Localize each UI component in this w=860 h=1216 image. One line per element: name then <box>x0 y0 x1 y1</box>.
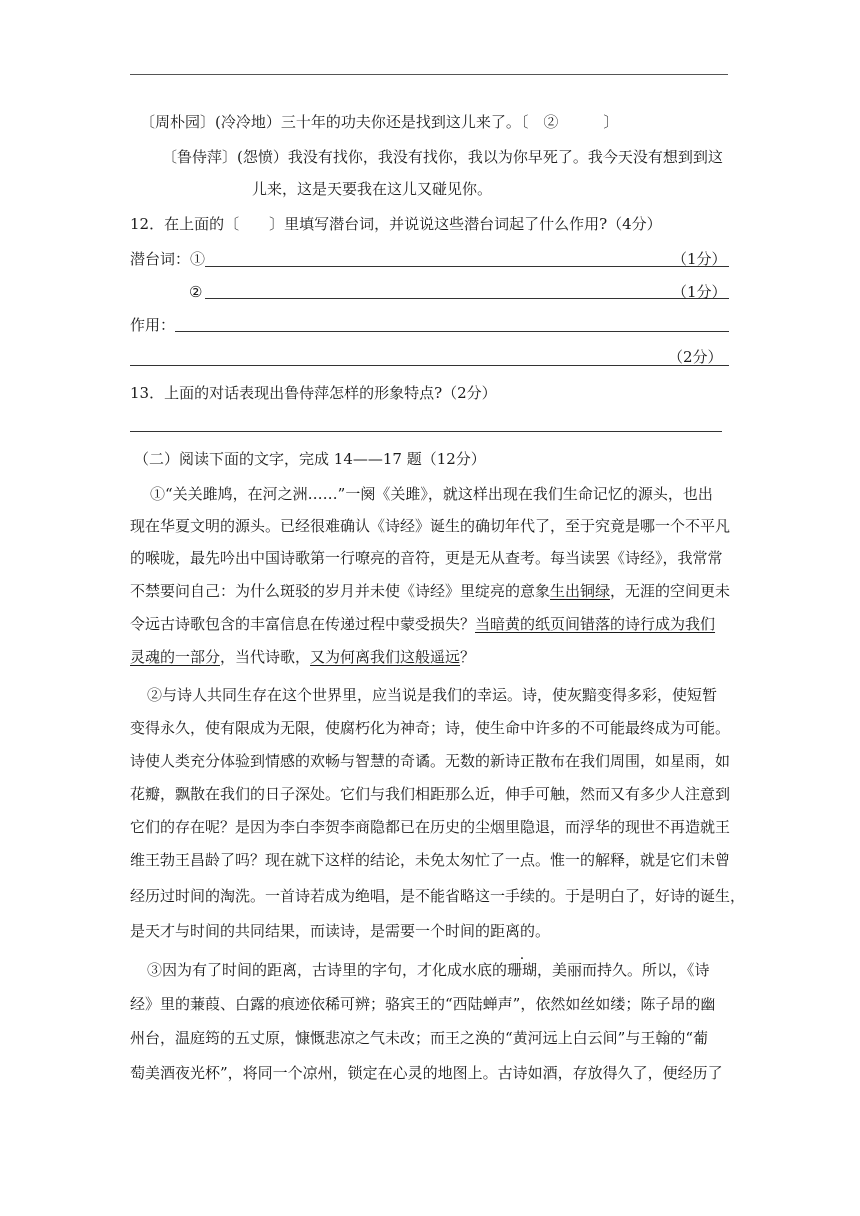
para1-line-1: ①“关关雎鸠，在河之洲……”一阕《关雎》，就这样出现在我们生命记忆的源头，也出 <box>150 485 713 503</box>
para2-line-6: 维王勃王昌龄了吗？现在就下这样的结论，未免太匆忙了一点。惟一的解释，就是它们未曾 <box>130 851 731 869</box>
underlined-sentence-part-2: 灵魂的一部分 <box>130 648 221 666</box>
underlined-phrase-bronze: 生出铜绿 <box>550 582 611 600</box>
para1-line-4 <box>130 581 730 601</box>
para2-line-2: 变得永久，使有限成为无限，使腐朽化为神奇；诗，使生命中许多的不可能最终成为可能。 <box>130 719 731 737</box>
para2-line-4: 花瓣，飘散在我们的日子深处。它们与我们相距那么近，伸手可触，然而又有多少人注意到 <box>130 785 731 803</box>
para1-line-6-text-b: ？ <box>460 648 476 666</box>
question-13-prompt: 13．上面的对话表现出鲁侍萍怎样的形象特点?（2分） <box>130 384 497 402</box>
para2-line-3: 诗使人类充分体验到情感的欢畅与智慧的奇谲。无数的新诗正散布在我们周围，如星雨，如 <box>130 752 731 770</box>
score-subtext-2: （1分） <box>672 283 727 301</box>
para1-line-5 <box>130 614 730 634</box>
score-effect: （2分） <box>668 348 723 366</box>
para3-line-4: 萄美酒夜光杯”，将同一个凉州，锁定在心灵的地图上。古诗如酒，存放得久了，便经历了 <box>130 1064 723 1082</box>
dialogue-lu-line-2: 儿来，这是天要我在这儿又碰见你。 <box>252 180 493 198</box>
para3-line-3: 州台，温庭筠的五丈原，慷慨悲凉之气未改；而王之涣的“黄河远上白云间”与王翰的“葡 <box>130 1029 709 1047</box>
underlined-phrase-distant: 又为何离我们这般遥远 <box>310 648 461 666</box>
answer-line-subtext-2[interactable] <box>205 298 729 299</box>
effect-label: 作用： <box>130 316 176 334</box>
question-12-prompt: 12．在上面的〔 〕里填写潜台词，并说说这些潜台词起了什么作用?（4分） <box>130 215 662 233</box>
para3-line-1 <box>147 960 747 980</box>
para2-line-8: 是天才与时间的共同结果，而读诗，是需要一个时间的距离的。 <box>130 922 551 940</box>
dialogue-zhou-line: 〔周朴园〕(冷冷地）三十年的功夫你还是找到这儿来了。〔 ② 〕 <box>140 113 619 131</box>
score-subtext-1: （1分） <box>672 250 727 268</box>
subtext-marker-2: ② <box>189 283 203 301</box>
para1-line-3: 的喉咙，最先吟出中国诗歌第一行嘹亮的音符，更是无从查考。每当读罢《诗经》，我常常 <box>130 549 723 567</box>
para2-line-7: 经历过时间的淘洗。一首诗若成为绝唱，是不能省略这一手续的。于是明白了，好诗的诞生， <box>130 887 746 905</box>
para1-line-6 <box>130 647 730 667</box>
para1-line-4-text-a: 不禁要问自己：为什么斑驳的岁月并未使《诗经》里绽亮的意象 <box>130 582 551 600</box>
section-2-heading: （二）阅读下面的文字，完成 14——17 题（12分） <box>134 450 486 468</box>
subtext-label: 潜台词：① <box>130 250 206 268</box>
underlined-sentence-part-1: 当暗黄的纸页间错落的诗行成为我们 <box>475 615 716 633</box>
para1-line-6-text-a: ，当代诗歌， <box>220 648 311 666</box>
answer-line-effect-2[interactable] <box>130 365 729 366</box>
para1-line-2: 现在华夏文明的源头。已经很难确认《诗经》诞生的确切年代了，至于究竟是哪一个不平凡 <box>130 517 731 535</box>
para3-line-1-text-b: ，美丽而持久。所以，《诗 <box>537 961 710 979</box>
para1-line-5-text-a: 令远古诗歌包含的丰富信息在传递过程中蒙受损失？ <box>130 615 476 633</box>
para2-line-5: 它们的存在呢？是因为李白李贺李商隐都已在历史的尘烟里隐退，而浮华的现世不再造就王 <box>130 818 731 836</box>
answer-line-q13[interactable] <box>130 431 722 432</box>
header-rule <box>130 74 728 75</box>
dialogue-lu-line-1: 〔鲁侍萍〕(怨愤）我没有找你，我没有找你，我以为你早死了。我今天没有想到到这 <box>162 148 723 166</box>
emphasis-dotted-coral: 珊瑚 <box>507 961 538 979</box>
answer-line-effect-1[interactable] <box>175 331 729 332</box>
para1-line-4-text-b: ，无涯的空间更未 <box>610 582 731 600</box>
para2-line-1: ②与诗人共同生存在这个世界里，应当说是我们的幸运。诗，使灰黯变得多彩，使短暂 <box>147 686 718 704</box>
answer-line-subtext-1[interactable] <box>205 266 729 267</box>
para3-line-1-text-a: ③因为有了时间的距离，古诗里的字句，才化成水底的 <box>147 961 508 979</box>
para3-line-2: 经》里的蒹葭、白露的痕迹依稀可辨；骆宾王的“西陆蝉声”，依然如丝如缕；陈子昂的幽 <box>130 995 716 1013</box>
